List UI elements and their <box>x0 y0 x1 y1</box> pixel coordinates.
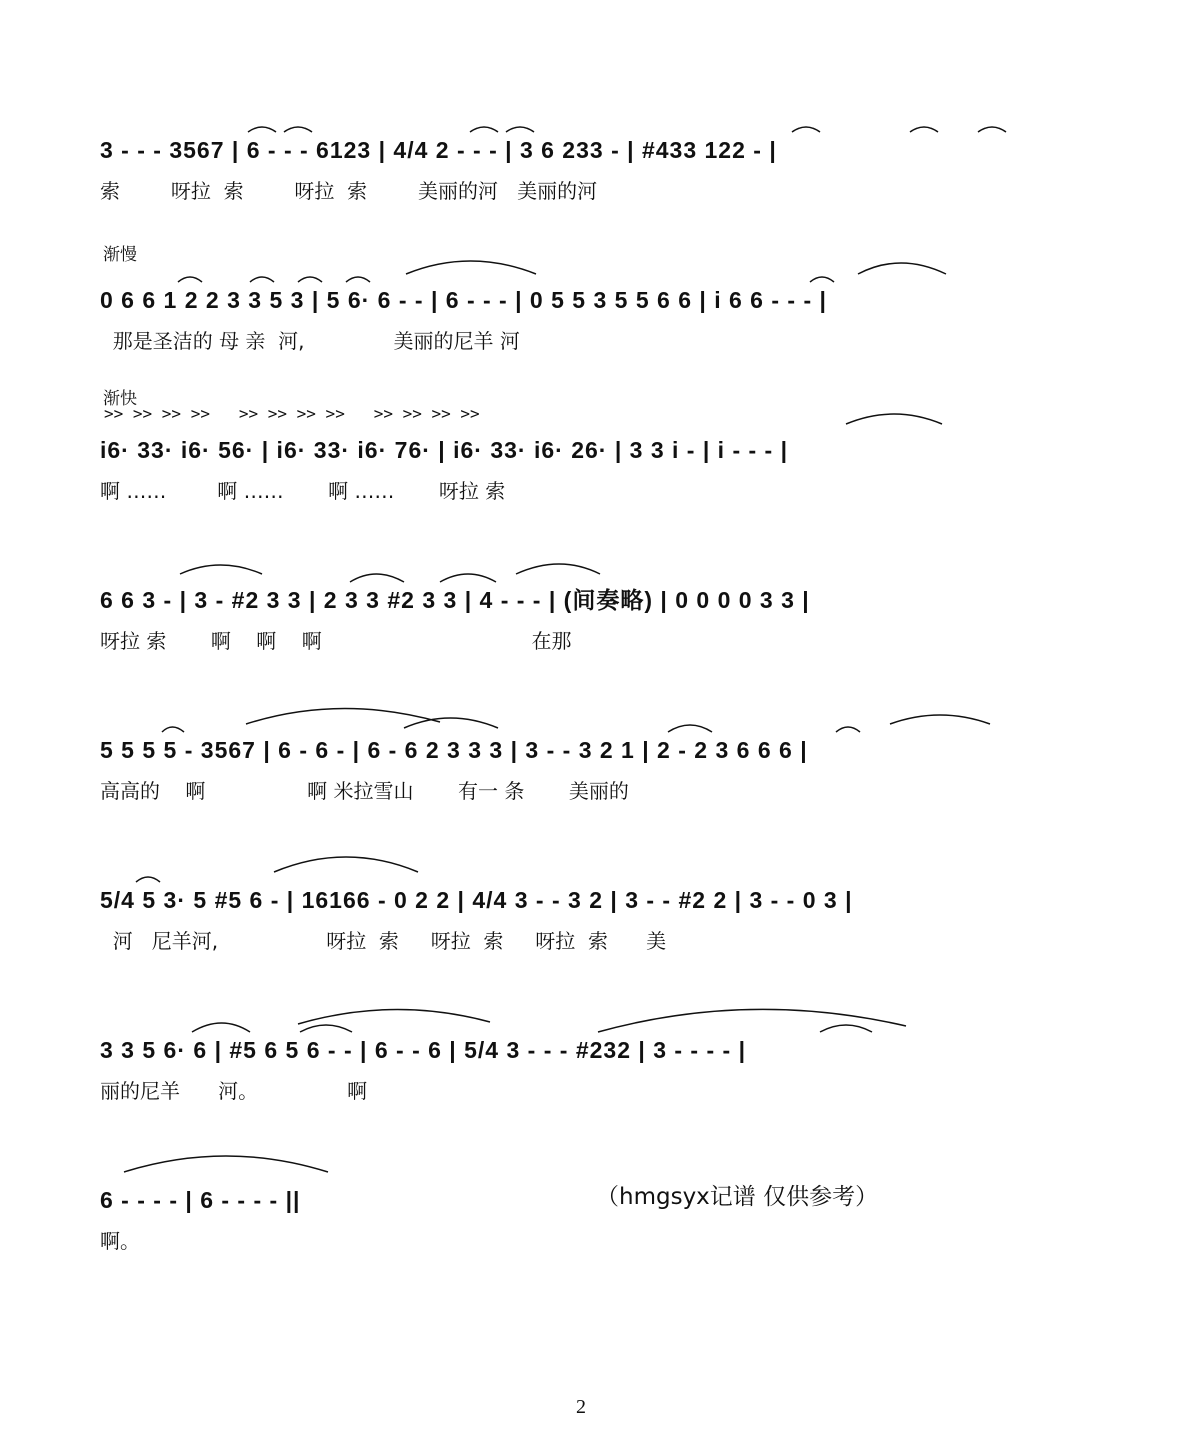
lyrics-line: 啊 …… 啊 …… 啊 …… 呀拉 索 <box>100 479 506 503</box>
notation-line: 0 6 6 1 2 2 3 3 5 3 | 5 6· 6 - - | 6 - - - | 0 5 5 3 5 5 6 6 | i 6 6 - - - | <box>100 287 827 313</box>
lyrics-line: 啊。 <box>100 1229 140 1253</box>
score-system-1 <box>0 130 1183 250</box>
tempo-marking: 渐快 <box>103 389 137 409</box>
lyrics-line: 那是圣洁的 母 亲 河, 美丽的尼羊 河 <box>100 329 520 353</box>
tempo-marking: 渐慢 <box>103 245 137 265</box>
lyrics-line: 高高的 啊 啊 米拉雪山 有一 条 美丽的 <box>100 779 629 803</box>
score-system-4 <box>0 580 1183 700</box>
notation-line: 6 - - - - | 6 - - - - || <box>100 1187 301 1213</box>
score-system-8 <box>0 1180 1183 1300</box>
transcriber-credit: （hmgsyx记谱 仅供参考） <box>596 1184 879 1210</box>
notation-line: 6 6 3 - | 3 - #2 3 3 | 2 3 3 #2 3 3 | 4 - - - | (间奏略) | 0 0 0 0 3 3 | <box>100 587 810 613</box>
notation-line: i6· 33· i6· 56· | i6· 33· i6· 76· | i6· 33· i6· 26· | 3 3 i - | i - - - | <box>100 437 789 463</box>
score-system-6 <box>0 880 1183 1000</box>
notation-line: 5 5 5 5 - 3567 | 6 - 6 - | 6 - 6 2 3 3 3 | 3 - - 3 2 1 | 2 - 2 3 6 6 6 | <box>100 737 808 763</box>
notation-line: 3 - - - 3567 | 6 - - - 6123 | 4/4 2 - - - | 3 6 233 - | #433 122 - | <box>100 137 777 163</box>
score-system-7 <box>0 1030 1183 1150</box>
score-system-3 <box>0 389 1183 550</box>
lyrics-line: 丽的尼羊 河。 啊 <box>100 1079 368 1103</box>
score-system-2 <box>0 245 1183 400</box>
score-system-5 <box>0 730 1183 850</box>
notation-line: 5/4 5 3· 5 #5 6 - | 16166 - 0 2 2 | 4/4 3 - - 3 2 | 3 - - #2 2 | 3 - - 0 3 | <box>100 887 853 913</box>
lyrics-line: 河 尼羊河, 呀拉 索 呀拉 索 呀拉 索 美 <box>100 929 667 953</box>
page-number: 2 <box>576 1396 586 1418</box>
notation-line: 3 3 5 6· 6 | #5 6 5 6 - - | 6 - - 6 | 5/4 3 - - - #232 | 3 - - - - | <box>100 1037 747 1063</box>
lyrics-line: 索 呀拉 索 呀拉 索 美丽的河 美丽的河 <box>100 179 598 203</box>
lyrics-line: 呀拉 索 啊 啊 啊 在那 <box>100 629 572 653</box>
accent-marks: >> >> >> >> >> >> >> >> >> >> >> >> <box>104 404 480 423</box>
